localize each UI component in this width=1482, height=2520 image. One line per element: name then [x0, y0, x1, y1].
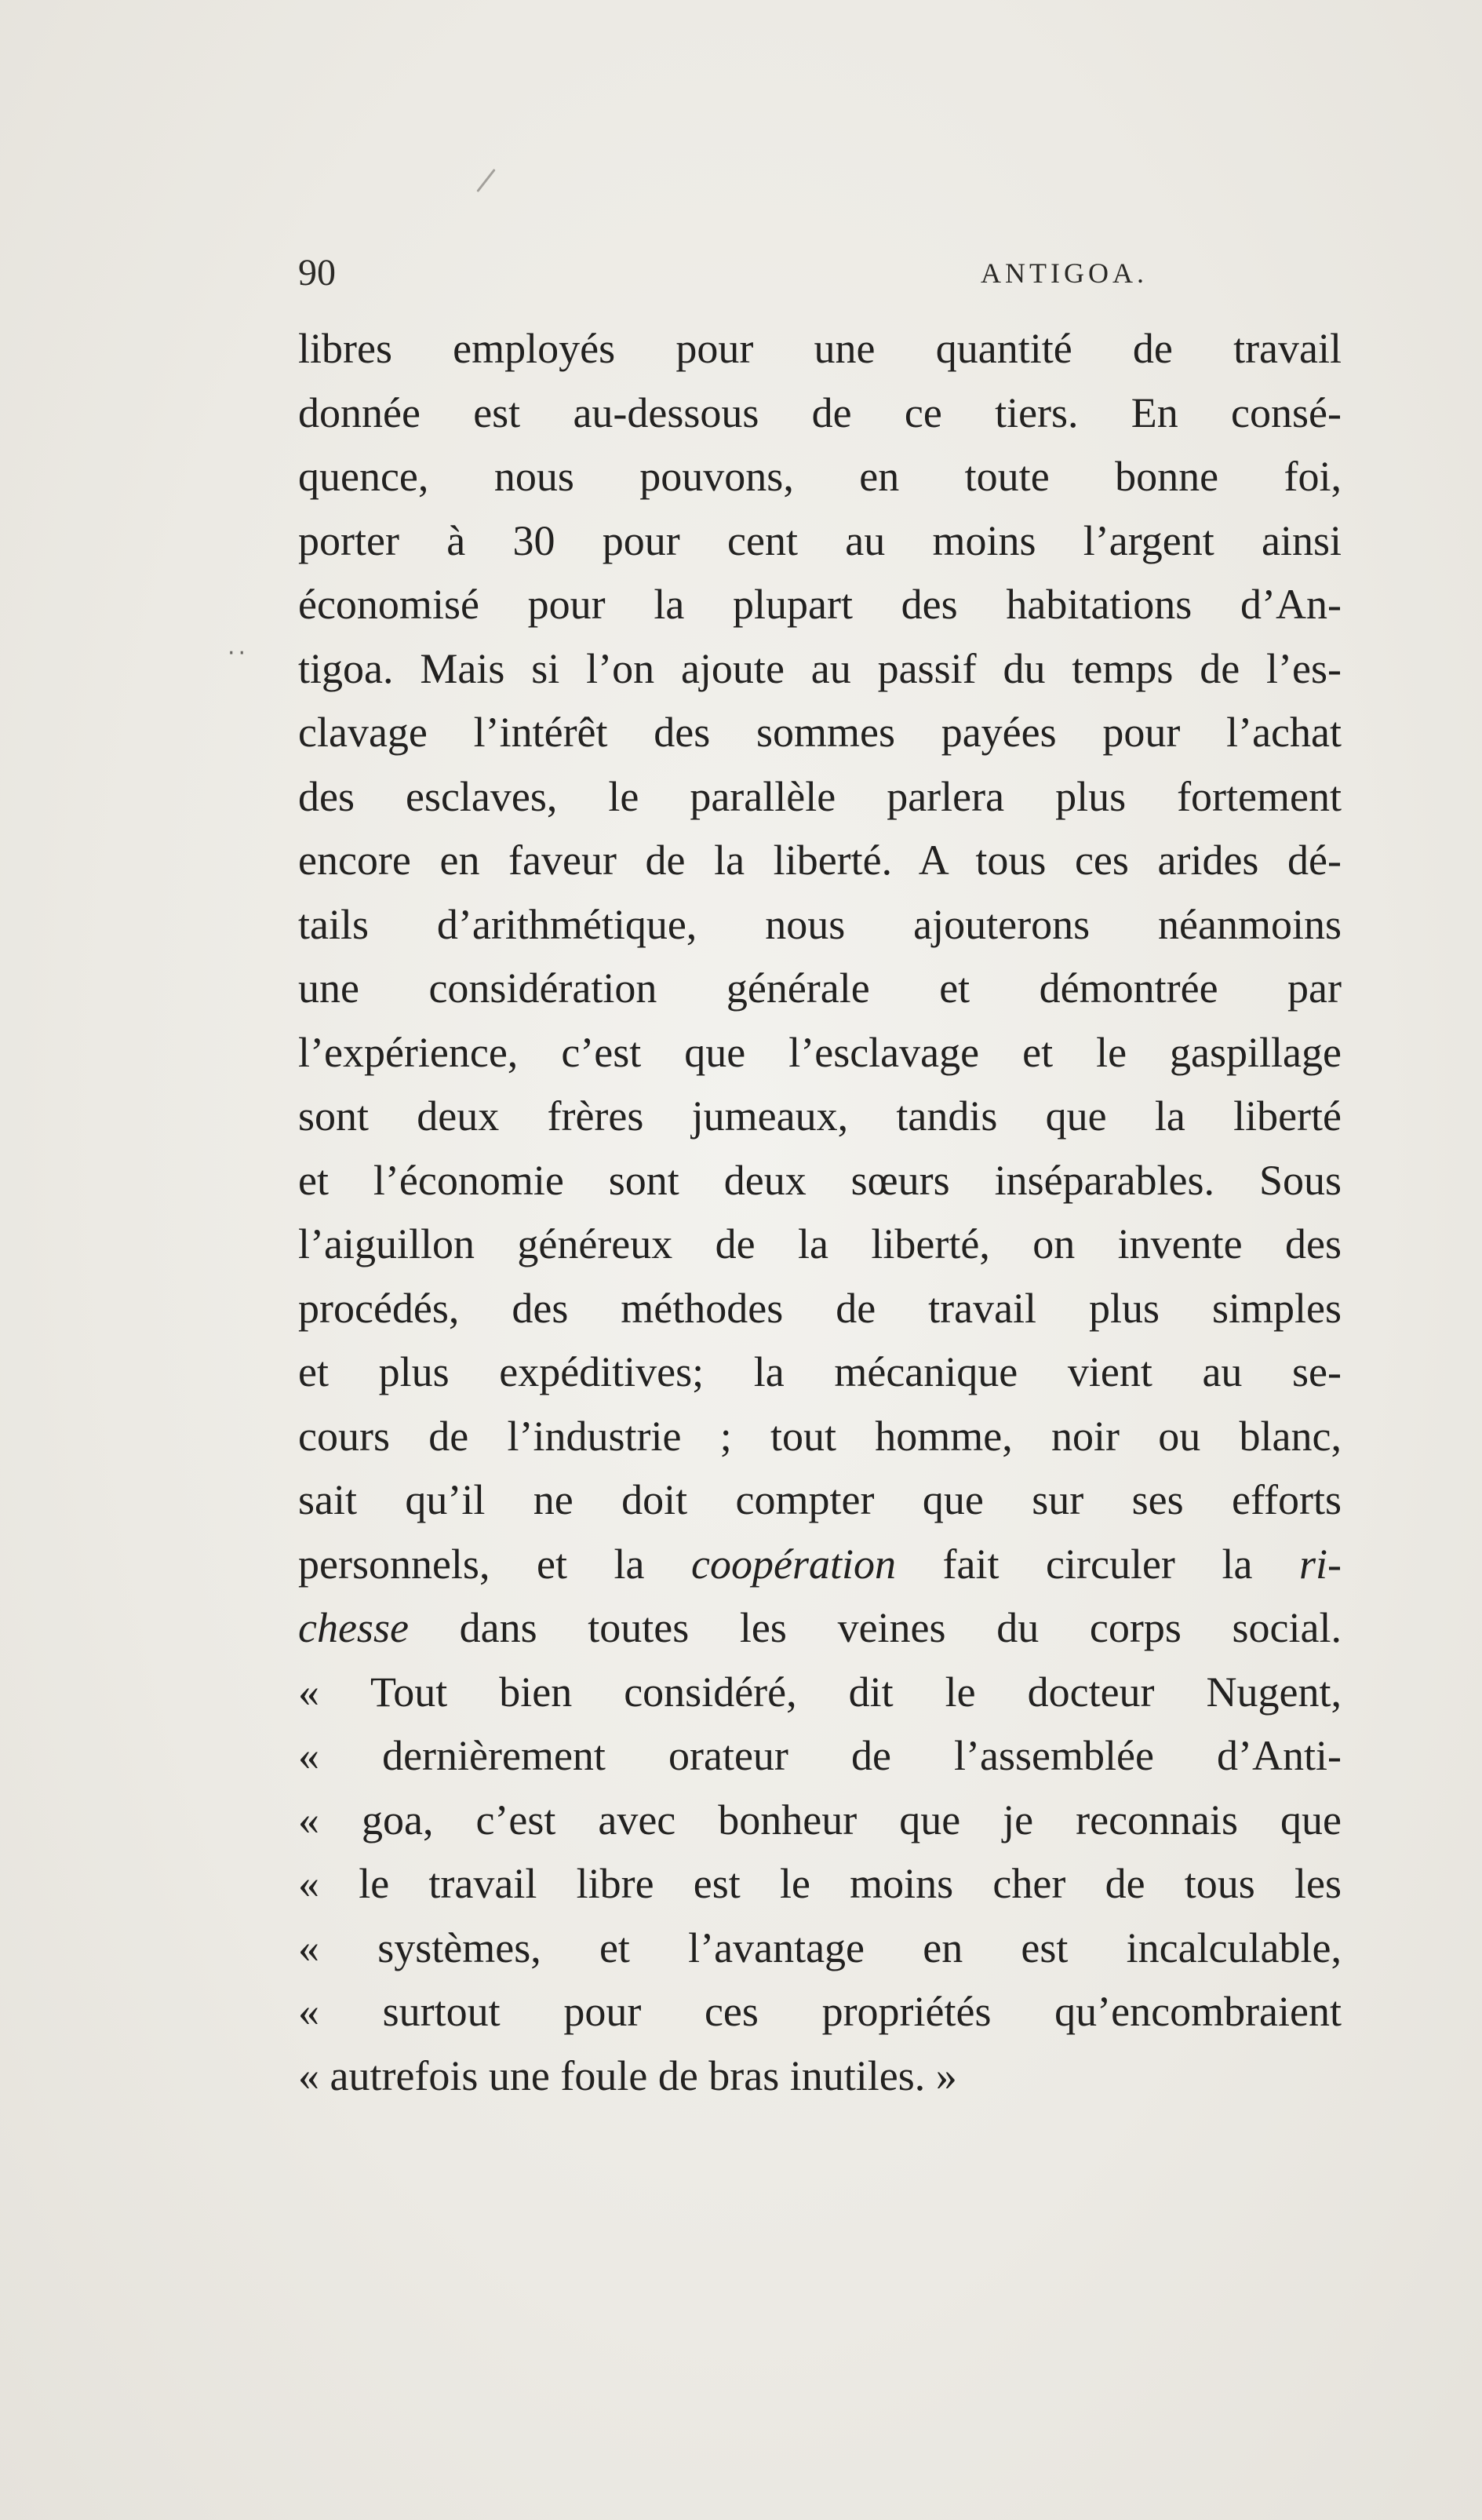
text-line: sait qu’il ne doit compter que sur ses efforts — [298, 1476, 1342, 1523]
text-fragment: dans toutes les veines du corps social. — [408, 1604, 1342, 1651]
text-line — [298, 1533, 1342, 1597]
text-line: l’aiguillon généreux de la liberté, on invente des — [298, 1220, 1342, 1267]
running-head — [298, 250, 1342, 297]
text-line: des esclaves, le parallèle parlera plus fortement — [298, 772, 1342, 820]
text-line: sont deux frères jumeaux, tandis que la liberté — [298, 1092, 1342, 1140]
text-line: économisé pour la plupart des habitations d’An- — [298, 581, 1342, 628]
quote-line: « Tout bien considéré, dit le docteur Nugent, — [298, 1668, 1342, 1716]
quote-line: « surtout pour ces propriétés qu’encombraient — [298, 1988, 1342, 2035]
text-line: procédés, des méthodes de travail plus simples — [298, 1284, 1342, 1332]
text-fragment: personnels, et la — [298, 1540, 692, 1588]
italic-term: ri- — [1298, 1540, 1342, 1588]
quote-line: « systèmes, et l’avantage en est incalculable, — [298, 1924, 1342, 1971]
margin-mark: ·· — [228, 640, 249, 667]
quote-line: « autrefois une foule de bras inutiles. » — [298, 2051, 957, 2099]
text-fragment: fait circuler la — [896, 1540, 1299, 1588]
text-line: clavage l’intérêt des sommes payées pour l’achat — [298, 709, 1342, 756]
text-line: et l’économie sont deux sœurs inséparables. Sous — [298, 1156, 1342, 1204]
quote-line: « goa, c’est avec bonheur que je reconnais que — [298, 1796, 1342, 1844]
text-line: encore en faveur de la liberté. A tous ces arides dé- — [298, 837, 1342, 884]
text-line: donnée est au-dessous de ce tiers. En consé- — [298, 388, 1342, 436]
quote-line: « dernièrement orateur de l’assemblée d’Anti- — [298, 1732, 1342, 1779]
body-text — [298, 317, 1342, 2108]
quote-line: « le travail libre est le moins cher de tous les — [298, 1860, 1342, 1907]
text-line: et plus expéditives; la mécanique vient au se- — [298, 1348, 1342, 1395]
text-line — [298, 1596, 1342, 1661]
text-line: porter à 30 pour cent au moins l’argent ainsi — [298, 516, 1342, 564]
italic-term: coopération — [691, 1540, 896, 1588]
text-line: cours de l’industrie ; tout homme, noir ou blanc, — [298, 1412, 1342, 1460]
running-title: ANTIGOA. — [981, 257, 1148, 289]
pencil-mark — [476, 169, 496, 192]
text-line: tigoa. Mais si l’on ajoute au passif du temps de l’es- — [298, 644, 1342, 692]
text-line: tails d’arithmétique, nous ajouterons néanmoins — [298, 900, 1342, 948]
text-line: une considération générale et démontrée par — [298, 965, 1342, 1012]
text-line: quence, nous pouvons, en toute bonne foi, — [298, 453, 1342, 500]
text-line: libres employés pour une quantité de travail — [298, 325, 1342, 372]
page-number: 90 — [298, 252, 336, 294]
italic-term: chesse — [298, 1604, 409, 1651]
text-line: l’expérience, c’est que l’esclavage et le gaspillage — [298, 1028, 1342, 1076]
